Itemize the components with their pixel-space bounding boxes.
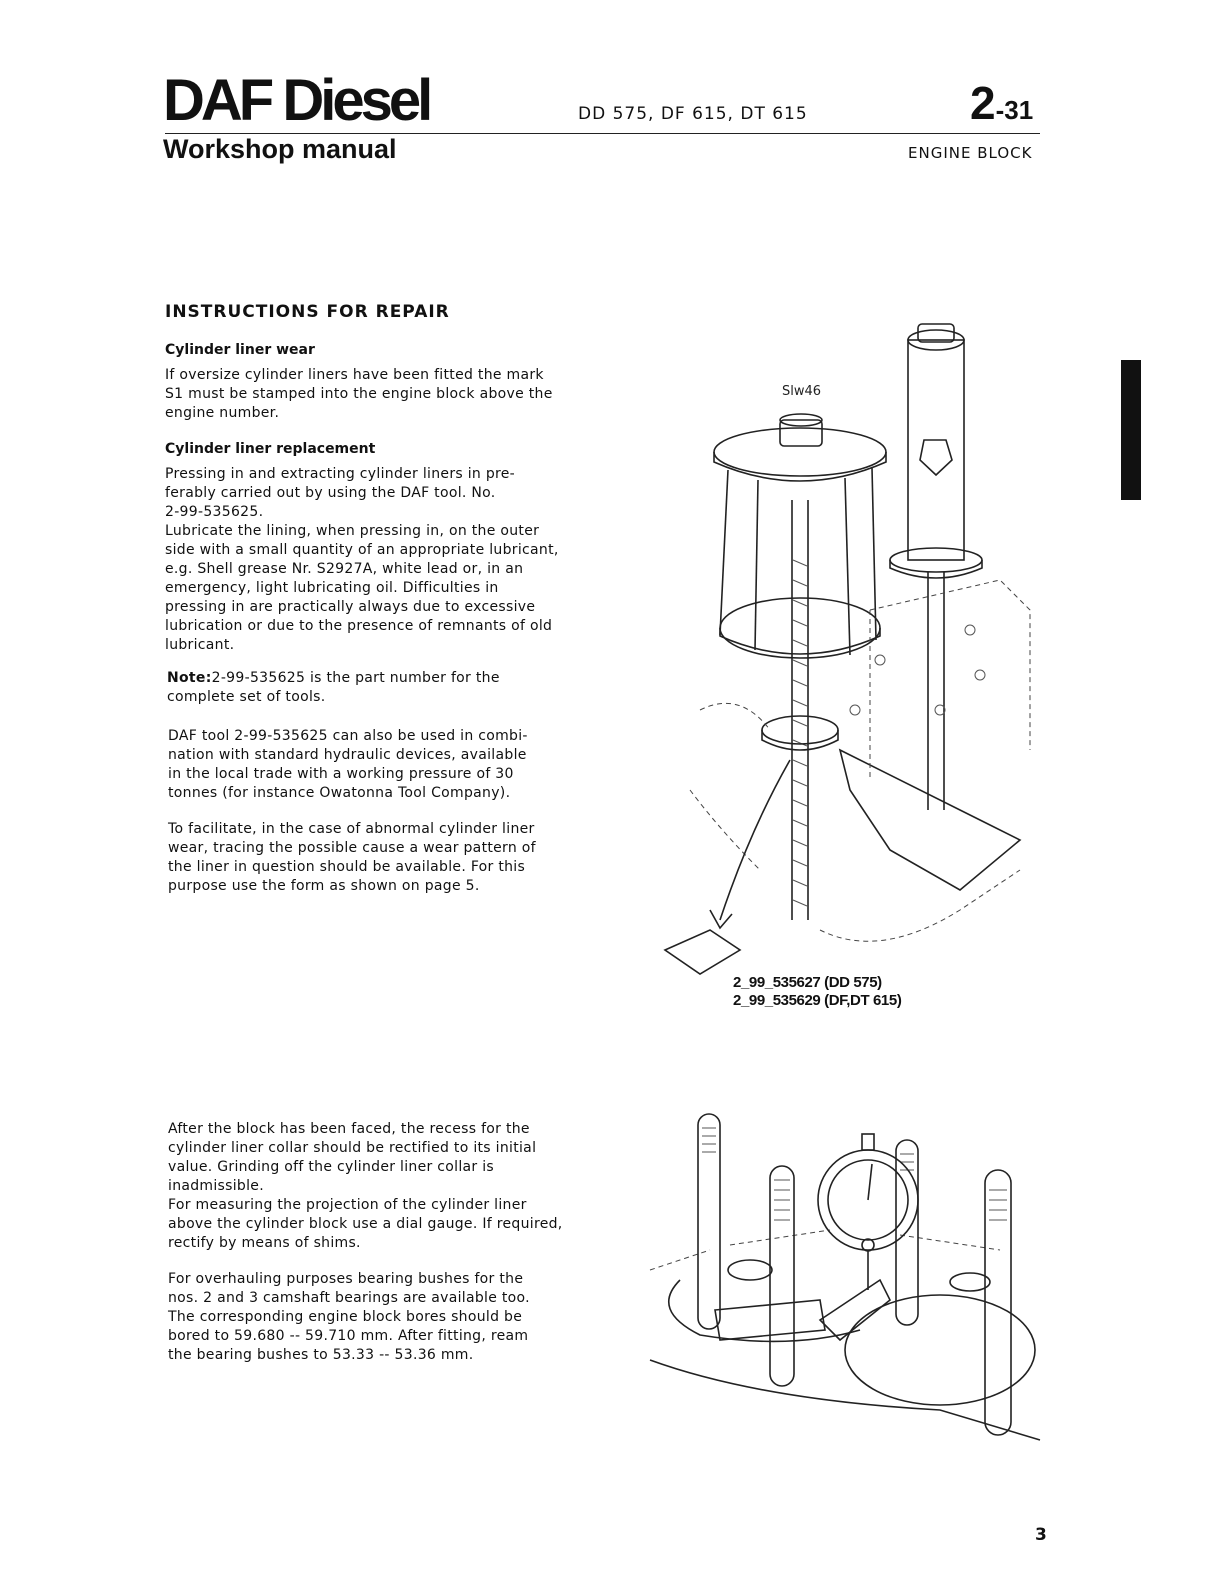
brand-title: DAF Diesel (163, 68, 430, 133)
para-liner-replacement: Pressing in and extracting cylinder liners in pre- ferably carried out by using the DAF tool. No. 2-99-535625. Lubricate the lining, when pressing in, on the outer side with a small quantity of an appropriate lubricant, e.g. Shell grease Nr. S2927A, white lead or, in an emergency, light lubricating oil. Difficulties in pressing in are practically always due to excessive lubrication or due to the presence of remnants of old lubricant. (165, 466, 559, 653)
figure-liner-press-tool (640, 310, 1060, 990)
footer-page-number: 3 (1035, 1525, 1047, 1545)
figure-label-slw46: Slw46 (782, 384, 822, 399)
para-liner-wear: If oversize cylinder liners have been fitted the mark S1 must be stamped into the engine block above the engine number. (165, 367, 553, 421)
thumb-index-tab (1121, 360, 1141, 500)
page-number-main: 2 (970, 77, 996, 129)
para-block-faced: After the block has been faced, the recess for the cylinder liner collar should be rectified to its initial value. Grinding off the cylinder liner collar is inadmissible. For measuring the projection of the cylinder liner above the cylinder block use a dial gauge. If required, rectify by means of shims. (168, 1121, 563, 1251)
para-bearing-bushes: For overhauling purposes bearing bushes for the nos. 2 and 3 camshaft bearings are available too. The corresponding engine block bores should be bored to 59.680 -- 59.710 mm. After fitting, ream the bearing bushes to 53.33 -- 53.36 mm. (168, 1271, 530, 1363)
subheading-liner-replacement: Cylinder liner replacement (165, 441, 376, 457)
note (167, 669, 587, 707)
figure-caption-tool-numbers: 2_99_535627 (DD 575) 2_99_535629 (DF,DT 615) (733, 974, 902, 1009)
note-text: 2-99-535625 is the part number for the complete set of tools. (167, 670, 500, 705)
note-label: Note: (167, 670, 212, 686)
section-name: ENGINE BLOCK (908, 144, 1033, 162)
para-wear-pattern: To facilitate, in the case of abnormal cylinder liner wear, tracing the possible cause a wear pattern of the liner in question should be available. For this purpose use the form as shown on page 5. (168, 821, 536, 894)
manual-subtitle: Workshop manual (163, 134, 397, 164)
engine-models: DD 575, DF 615, DT 615 (578, 104, 808, 124)
subheading-liner-wear: Cylinder liner wear (165, 342, 315, 358)
figure-dial-gauge (640, 1100, 1060, 1460)
main-heading: INSTRUCTIONS FOR REPAIR (165, 302, 450, 322)
para-combination: DAF tool 2-99-535625 can also be used in combi- nation with standard hydraulic devices, available in the local trade with a working pressure of 30 tonnes (for instance Owatonna Tool Company). (168, 728, 528, 801)
page-number (970, 77, 1034, 129)
page-number-sub: -31 (995, 95, 1034, 125)
